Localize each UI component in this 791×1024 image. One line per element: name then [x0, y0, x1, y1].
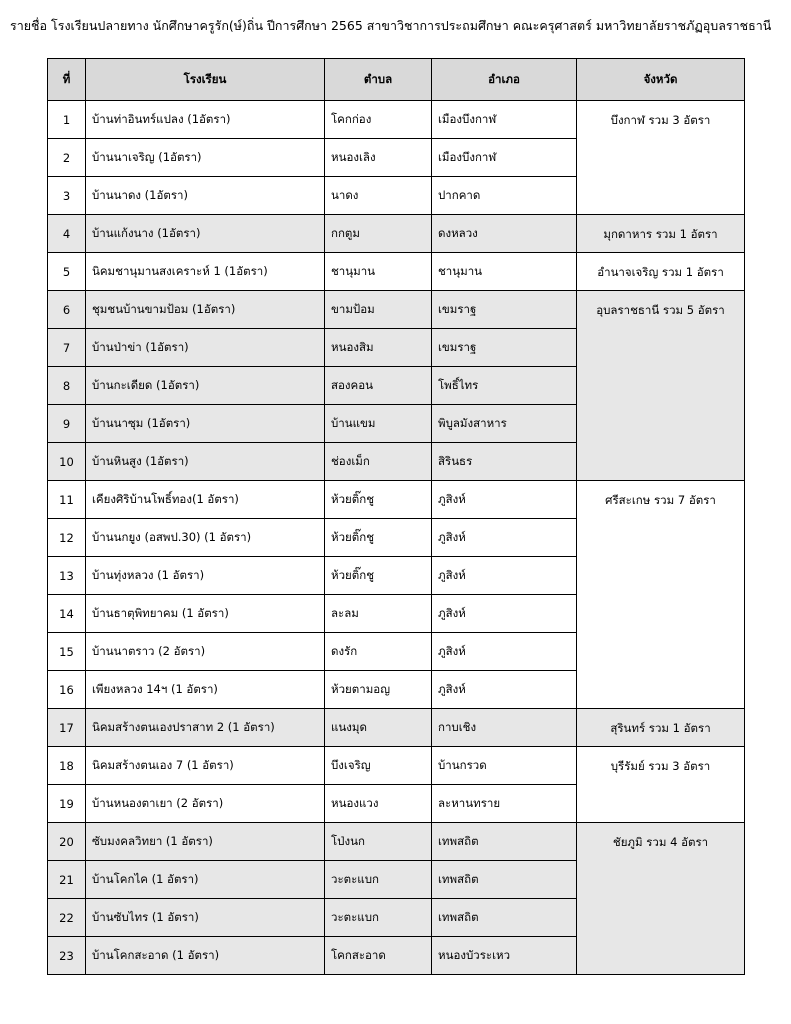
province-summary: อุบลราชธานี รวม 5 อัตรา — [577, 291, 745, 481]
district: กาบเชิง — [432, 709, 577, 747]
school-name: บ้านธาตุพิทยาคม (1 อัตรา) — [86, 595, 325, 633]
document-title: รายชื่อ โรงเรียนปลายทาง นักศึกษาครูรัก(ษ์)ถิ่น ปีการศึกษา 2565 สาขาวิชาการประถมศึกษา คณะครุศาสตร์ มหาวิทยาลัยราชภัฏอุบลราชธานี — [10, 18, 772, 33]
row-number: 18 — [48, 747, 86, 785]
school-name: บ้านทุ่งหลวง (1 อัตรา) — [86, 557, 325, 595]
district: ภูสิงห์ — [432, 671, 577, 709]
row-number: 7 — [48, 329, 86, 367]
district: ดงหลวง — [432, 215, 577, 253]
subdistrict: ดงรัก — [325, 633, 432, 671]
district: ภูสิงห์ — [432, 557, 577, 595]
header-province: จังหวัด — [577, 59, 745, 101]
subdistrict: หนองสิม — [325, 329, 432, 367]
province-summary: ศรีสะเกษ รวม 7 อัตรา — [577, 481, 745, 709]
subdistrict: ชานุมาน — [325, 253, 432, 291]
district: เทพสถิต — [432, 861, 577, 899]
table-row — [48, 291, 745, 329]
school-name: บ้านโคกสะอาด (1 อัตรา) — [86, 937, 325, 975]
subdistrict: ละลม — [325, 595, 432, 633]
row-number: 2 — [48, 139, 86, 177]
row-number: 9 — [48, 405, 86, 443]
school-name: บ้านนาเจริญ (1อัตรา) — [86, 139, 325, 177]
school-name: บ้านแก้งนาง (1อัตรา) — [86, 215, 325, 253]
subdistrict: ห้วยติ๊กชู — [325, 557, 432, 595]
district: โพธิ์ไทร — [432, 367, 577, 405]
subdistrict: โคกสะอาด — [325, 937, 432, 975]
district: ภูสิงห์ — [432, 519, 577, 557]
row-number: 15 — [48, 633, 86, 671]
subdistrict: ช่องเม็ก — [325, 443, 432, 481]
school-name: ซับมงคลวิทยา (1 อัตรา) — [86, 823, 325, 861]
row-number: 23 — [48, 937, 86, 975]
province-summary: อำนาจเจริญ รวม 1 อัตรา — [577, 253, 745, 291]
subdistrict: ห้วยติ๊กชู — [325, 519, 432, 557]
school-name: บ้านโคกไค (1 อัตรา) — [86, 861, 325, 899]
row-number: 20 — [48, 823, 86, 861]
school-name: บ้านนกยูง (อสพป.30) (1 อัตรา) — [86, 519, 325, 557]
row-number: 22 — [48, 899, 86, 937]
row-number: 6 — [48, 291, 86, 329]
row-number: 8 — [48, 367, 86, 405]
row-number: 13 — [48, 557, 86, 595]
school-name: เพียงหลวง 14ฯ (1 อัตรา) — [86, 671, 325, 709]
row-number: 17 — [48, 709, 86, 747]
district: ละหานทราย — [432, 785, 577, 823]
district: ภูสิงห์ — [432, 481, 577, 519]
subdistrict: หนองเลิง — [325, 139, 432, 177]
row-number: 5 — [48, 253, 86, 291]
header-no: ที่ — [48, 59, 86, 101]
district: ปากคาด — [432, 177, 577, 215]
district: ภูสิงห์ — [432, 633, 577, 671]
table-body — [48, 101, 745, 975]
table-row — [48, 747, 745, 785]
province-summary: บุรีรัมย์ รวม 3 อัตรา — [577, 747, 745, 823]
table-row — [48, 709, 745, 747]
header-subdistrict: ตำบล — [325, 59, 432, 101]
district: ชานุมาน — [432, 253, 577, 291]
district: เขมราฐ — [432, 329, 577, 367]
row-number: 21 — [48, 861, 86, 899]
school-name: นิคมสร้างตนเอง 7 (1 อัตรา) — [86, 747, 325, 785]
school-name: บ้านป่าข่า (1อัตรา) — [86, 329, 325, 367]
subdistrict: ห้วยตามอญ — [325, 671, 432, 709]
header-school: โรงเรียน — [86, 59, 325, 101]
row-number: 1 — [48, 101, 86, 139]
province-summary: บึงกาฬ รวม 3 อัตรา — [577, 101, 745, 215]
school-name: บ้านซับไทร (1 อัตรา) — [86, 899, 325, 937]
row-number: 3 — [48, 177, 86, 215]
province-summary: มุกดาหาร รวม 1 อัตรา — [577, 215, 745, 253]
subdistrict: วะตะแบก — [325, 861, 432, 899]
subdistrict: สองคอน — [325, 367, 432, 405]
row-number: 19 — [48, 785, 86, 823]
row-number: 12 — [48, 519, 86, 557]
district: บ้านกรวด — [432, 747, 577, 785]
subdistrict: แนงมุด — [325, 709, 432, 747]
province-summary: สุรินทร์ รวม 1 อัตรา — [577, 709, 745, 747]
table-row — [48, 481, 745, 519]
district: เมืองบึงกาฬ — [432, 101, 577, 139]
district: เขมราฐ — [432, 291, 577, 329]
district: เมืองบึงกาฬ — [432, 139, 577, 177]
school-name: นิคมสร้างตนเองปราสาท 2 (1 อัตรา) — [86, 709, 325, 747]
subdistrict: โคกก่อง — [325, 101, 432, 139]
subdistrict: ขามป้อม — [325, 291, 432, 329]
row-number: 14 — [48, 595, 86, 633]
subdistrict: นาดง — [325, 177, 432, 215]
table-row — [48, 101, 745, 139]
subdistrict: โป่งนก — [325, 823, 432, 861]
district: หนองบัวระเหว — [432, 937, 577, 975]
row-number: 11 — [48, 481, 86, 519]
district: พิบูลมังสาหาร — [432, 405, 577, 443]
school-name: บ้านนาตราว (2 อัตรา) — [86, 633, 325, 671]
table-header-row — [48, 59, 745, 101]
school-name: เคียงศิริบ้านโพธิ์ทอง(1 อัตรา) — [86, 481, 325, 519]
school-list-table — [47, 58, 745, 975]
row-number: 10 — [48, 443, 86, 481]
subdistrict: หนองแวง — [325, 785, 432, 823]
school-name: บ้านนาซุม (1อัตรา) — [86, 405, 325, 443]
school-name: บ้านนาดง (1อัตรา) — [86, 177, 325, 215]
school-name: บ้านกะเดียด (1อัตรา) — [86, 367, 325, 405]
subdistrict: กกตูม — [325, 215, 432, 253]
district: เทพสถิต — [432, 823, 577, 861]
school-name: บ้านท่าอินทร์แปลง (1อัตรา) — [86, 101, 325, 139]
subdistrict: ห้วยติ๊กชู — [325, 481, 432, 519]
school-name: บ้านหนองตาเยา (2 อัตรา) — [86, 785, 325, 823]
school-name: บ้านหินสูง (1อัตรา) — [86, 443, 325, 481]
district: สิรินธร — [432, 443, 577, 481]
table-row — [48, 823, 745, 861]
district: เทพสถิต — [432, 899, 577, 937]
header-district: อำเภอ — [432, 59, 577, 101]
subdistrict: บึงเจริญ — [325, 747, 432, 785]
subdistrict: บ้านแขม — [325, 405, 432, 443]
table-row — [48, 253, 745, 291]
school-name: นิคมชานุมานสงเคราะห์ 1 (1อัตรา) — [86, 253, 325, 291]
district: ภูสิงห์ — [432, 595, 577, 633]
school-name: ชุมชนบ้านขามป้อม (1อัตรา) — [86, 291, 325, 329]
table-row — [48, 215, 745, 253]
province-summary: ชัยภูมิ รวม 4 อัตรา — [577, 823, 745, 975]
subdistrict: วะตะแบก — [325, 899, 432, 937]
row-number: 4 — [48, 215, 86, 253]
row-number: 16 — [48, 671, 86, 709]
